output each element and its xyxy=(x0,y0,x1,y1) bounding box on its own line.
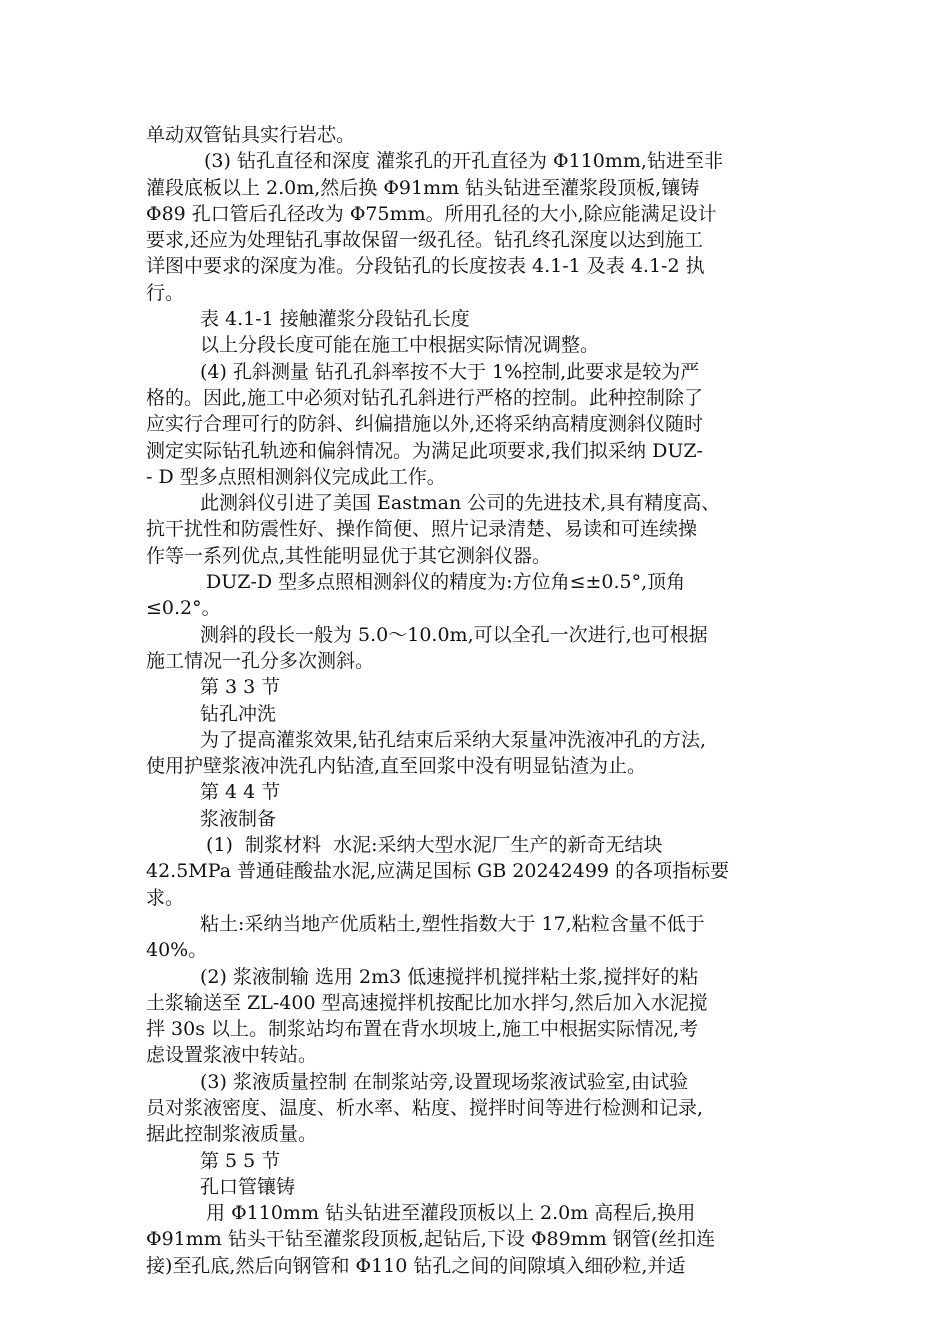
text-line: 40%。 xyxy=(146,939,208,962)
text-line: 此测斜仪引进了美国 Eastman 公司的先进技术,具有精度高、 xyxy=(200,492,721,515)
text-line: 拌 30s 以上。制浆站均布置在背水坝坡上,施工中根据实际情况,考 xyxy=(146,1018,699,1041)
text-line: 测定实际钻孔轨迹和偏斜情况。为满足此项要求,我们拟采纳 DUZ- xyxy=(146,439,703,462)
text-line: 抗干扰性和防震性好、操作简便、照片记录清楚、易读和可连续操 xyxy=(146,518,698,541)
text-line: (2) 浆液制输 选用 2m3 低速搅拌机搅拌粘土浆,搅拌好的粘 xyxy=(200,965,699,988)
text-line: 第 5 5 节 xyxy=(200,1149,281,1172)
text-line: 据此控制浆液质量。 xyxy=(146,1123,318,1146)
text-line: 钻孔冲洗 xyxy=(200,702,277,725)
text-line: 42.5MPa 普通硅酸盐水泥,应满足国标 GB 20242499 的各项指标要 xyxy=(146,860,730,883)
text-line: 员对浆液密度、温度、析水率、粘度、搅拌时间等进行检测和记录, xyxy=(146,1096,704,1119)
text-line: 孔口管镶铸 xyxy=(200,1175,296,1198)
text-line: 粘土:采纳当地产优质粘土,塑性指数大于 17,粘粒含量不低于 xyxy=(200,912,705,935)
text-line: 第 4 4 节 xyxy=(200,781,281,804)
text-line: 使用护壁浆液冲洗孔内钻渣,直至回浆中没有明显钻渣为止。 xyxy=(146,755,647,778)
text-line: (1) 制浆材料 水泥:采纳大型水泥厂生产的新奇无结块 xyxy=(200,834,663,857)
text-line: 要求,还应为处理钻孔事故保留一级孔径。钻孔终孔深度以达到施工 xyxy=(146,229,704,252)
text-line: 作等一系列优点,其性能明显优于其它测斜仪器。 xyxy=(146,544,552,567)
text-line: 行。 xyxy=(146,281,185,304)
text-line: 接)至孔底,然后向钢管和 Φ110 钻孔之间的间隙填入细砂粒,并适 xyxy=(146,1254,686,1277)
text-line: 施工情况一孔分多次测斜。 xyxy=(146,649,375,672)
text-line: (4) 孔斜测量 钻孔孔斜率按不大于 1%控制,此要求是较为严 xyxy=(200,360,700,383)
text-line: 测斜的段长一般为 5.0～10.0m,可以全孔一次进行,也可根据 xyxy=(200,623,708,646)
text-line: (3) 钻孔直径和深度 灌浆孔的开孔直径为 Φ110mm,钻进至非 xyxy=(204,150,723,173)
text-line: 单动双管钻具实行岩芯。 xyxy=(146,124,356,146)
text-line: 虑设置浆液中转站。 xyxy=(146,1044,318,1067)
text-line: 浆液制备 xyxy=(200,807,277,830)
text-line: 表 4.1-1 接触灌浆分段钻孔长度 xyxy=(200,308,470,331)
text-line: (3) 浆液质量控制 在制浆站旁,设置现场浆液试验室,由试验 xyxy=(200,1070,689,1093)
text-line: 格的。因此,施工中必须对钻孔孔斜进行严格的控制。此种控制除了 xyxy=(146,386,704,409)
text-line: 详图中要求的深度为准。分段钻孔的长度按表 4.1-1 及表 4.1-2 执 xyxy=(146,255,705,278)
text-line: 求。 xyxy=(146,886,185,909)
text-line: 为了提高灌浆效果,钻孔结束后采纳大泵量冲洗液冲孔的方法, xyxy=(200,728,707,751)
document-body xyxy=(146,122,806,1279)
text-line: ≤0.2°。 xyxy=(146,597,221,620)
text-line: 第 3 3 节 xyxy=(200,676,281,699)
text-line: 用 Φ110mm 钻头钻进至灌段顶板以上 2.0m 高程后,换用 xyxy=(200,1202,696,1225)
text-line: 灌段底板以上 2.0m,然后换 Φ91mm 钻头钻进至灌浆段顶板,镶铸 xyxy=(146,176,700,199)
text-line: 应实行合理可行的防斜、纠偏措施以外,还将采纳高精度测斜仪随时 xyxy=(146,413,704,436)
text-line: 以上分段长度可能在施工中根据实际情况调整。 xyxy=(200,334,600,357)
text-line: 土浆输送至 ZL-400 型高速搅拌机按配比加水拌匀,然后加入水泥搅 xyxy=(146,991,708,1014)
text-line: - D 型多点照相测斜仪完成此工作。 xyxy=(146,465,446,488)
text-line: DUZ-D 型多点照相测斜仪的精度为:方位角≤±0.5°,顶角 xyxy=(200,571,686,594)
text-line: Φ91mm 钻头干钻至灌浆段顶板,起钻后,下设 Φ89mm 钢管(丝扣连 xyxy=(146,1228,716,1251)
text-line: Φ89 孔口管后孔径改为 Φ75mm。所用孔径的大小,除应能满足设计 xyxy=(146,202,717,225)
